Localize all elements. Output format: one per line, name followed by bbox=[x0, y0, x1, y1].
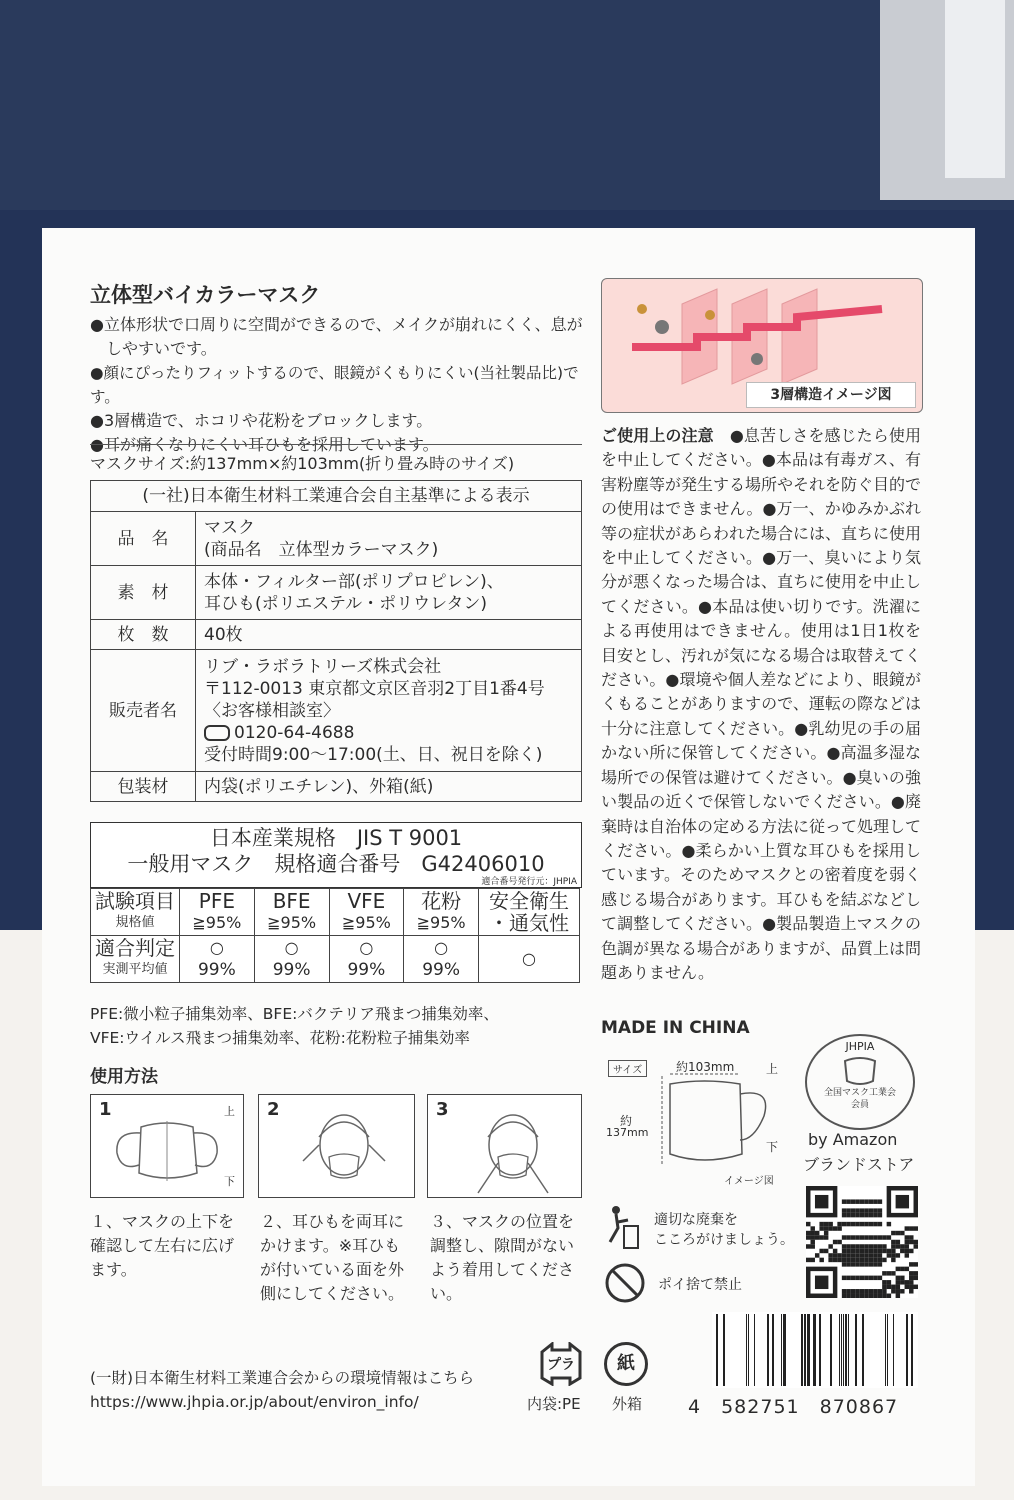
qr-code[interactable] bbox=[806, 1186, 918, 1298]
test-cell bbox=[479, 936, 580, 983]
jis-box bbox=[90, 822, 582, 888]
seal-top: JHPIA bbox=[845, 1040, 875, 1053]
test-label: 試験項目 bbox=[95, 889, 175, 913]
spec-value: 40枚 bbox=[196, 620, 582, 650]
step-3-illustration bbox=[427, 1094, 582, 1198]
test-item-value: 99% bbox=[422, 960, 461, 980]
test-item-name: BFE bbox=[272, 889, 311, 913]
test-cell bbox=[329, 889, 404, 936]
spec-label: 包装材 bbox=[91, 772, 196, 802]
test-item-std: ≧95% bbox=[341, 913, 391, 932]
pla-recycle-icon bbox=[536, 1342, 586, 1386]
test-cell bbox=[404, 936, 479, 983]
feature-item: ●顔にぴったりフィットするので、眼鏡がくもりにくい(当社製品比)です。 bbox=[90, 364, 579, 406]
diagram-width: 約103mm bbox=[676, 1060, 735, 1074]
pass-mark: ○ bbox=[209, 938, 224, 957]
diagram-top: 上 bbox=[766, 1062, 779, 1076]
spec-line: 受付時間9:00～17:00(土、日、祝日を除く) bbox=[204, 744, 543, 765]
diagram-height-value: 137mm bbox=[606, 1126, 649, 1139]
spec-table bbox=[90, 480, 582, 802]
test-cell bbox=[404, 889, 479, 936]
feature-item: ●立体形状で口周りに空間ができるので、メイクが崩れにくく、息がしやすいです。 bbox=[90, 315, 583, 358]
caution-title: ご使用上の注意 bbox=[601, 426, 714, 445]
environment-text: (一財)日本衛生材料工業連合会からの環境情報はこちら bbox=[90, 1369, 475, 1387]
test-item-value: 99% bbox=[197, 960, 236, 980]
seal-line: 全国マスク工業会 bbox=[823, 1088, 896, 1098]
environment-info bbox=[90, 1366, 474, 1414]
test-table bbox=[90, 888, 580, 983]
freedial-icon bbox=[204, 725, 230, 741]
brand-line: ブランドストア bbox=[803, 1155, 915, 1174]
diagram-caption: イメージ図 bbox=[724, 1176, 774, 1187]
mask-side-view-icon bbox=[604, 1054, 789, 1184]
mask-icon bbox=[111, 1119, 223, 1185]
test-cell bbox=[254, 889, 329, 936]
jis-line: 一般用マスク 規格適合番号 G42406010 bbox=[127, 852, 545, 876]
test-sub: 実測平均値 bbox=[102, 962, 168, 977]
size-diagram bbox=[604, 1054, 789, 1187]
barcode bbox=[712, 1312, 918, 1388]
spec-value: 内袋(ポリエチレン)、外箱(紙) bbox=[196, 772, 582, 802]
test-label: 適合判定 bbox=[95, 936, 175, 960]
disposal-text bbox=[654, 1210, 794, 1250]
feature-item: ●耳が痛くなりにくい耳ひもを採用しています。 bbox=[90, 435, 439, 454]
step-number: 1 bbox=[99, 1099, 112, 1120]
no-litter-icon bbox=[604, 1262, 646, 1304]
seal-line: 会員 bbox=[850, 1100, 869, 1110]
brand-line: by Amazon bbox=[808, 1130, 898, 1149]
step-text: ２、耳ひもを両耳にかけます。※耳ひもが付いている面を外側にしてください。 bbox=[260, 1212, 405, 1303]
test-item-name: PFE bbox=[198, 889, 235, 913]
test-cell bbox=[254, 936, 329, 983]
caution-body: ●息苦しさを感じたら使用を中止してください。●本品は有毒ガス、有害粉塵等が発生する場所やそれを防ぐ目的での使用はできません。●万一、かゆみかぶれ等の症状があらわれた場合には、直ちに使用を中止してください。●万一、臭いにより気分が悪くなった場合は、直ちに使用を中止してください。●本品は使い切りです。洗濯による再使用はできません。使用は1日1枚を目安とし、汚れが気になる場合は取替えてください。●環境や個人差などにより、眼鏡がくもることがありますので、運転の際などは十分に注意してください。●乳幼児の手の届かない所に保管してください。●高温多湿な場所での保管は避けてください。●臭いの強い製品の近くで保管しないでください。●廃棄時は自治体の定める方法に従って処理してください。●柔らかい上質な耳ひもを採用しています。そのためマスクとの密着度を弱く感じる場合があります。耳ひもを結ぶなどして調整してください。●製品製造上マスクの色調が異なる場合がありますが、品質上は問題ありません。 bbox=[601, 426, 922, 982]
test-item-name: ・通気性 bbox=[489, 911, 569, 935]
spec-line: 〒112-0013 東京都文京区音羽2丁目1番4号 bbox=[204, 678, 545, 699]
abbreviations bbox=[90, 1002, 499, 1050]
spec-value bbox=[196, 650, 582, 772]
step-top-label: 上 bbox=[224, 1105, 235, 1118]
layer-structure-image bbox=[601, 278, 923, 413]
test-item-value: 99% bbox=[347, 960, 386, 980]
step-2-illustration bbox=[258, 1094, 415, 1198]
box-flap-inner bbox=[945, 0, 1005, 178]
spec-label: 枚 数 bbox=[91, 620, 196, 650]
abbrev-line: VFE:ウイルス飛まつ捕集効率、花粉:花粉粒子捕集効率 bbox=[90, 1029, 470, 1047]
spec-line: リブ・ラボラトリーズ株式会社 bbox=[204, 656, 442, 677]
caution-text bbox=[601, 424, 921, 985]
jis-line: 日本産業規格 JIS T 9001 bbox=[209, 826, 463, 850]
phone-line bbox=[204, 722, 573, 744]
spec-line: 本体・フィルター部(ポリプロピレン)、 bbox=[204, 571, 504, 592]
box-top-band bbox=[0, 0, 1014, 210]
test-item-name: 花粉 bbox=[421, 889, 462, 913]
feature-item: ●3層構造で、ホコリや花粉をブロックします。 bbox=[90, 411, 433, 430]
diagram-height: 約 bbox=[620, 1114, 633, 1128]
paper-recycle-icon bbox=[604, 1342, 648, 1386]
test-item-value: 99% bbox=[272, 960, 311, 980]
spec-line: マスク bbox=[204, 517, 255, 538]
abbrev-line: PFE:微小粒子捕集効率、BFE:バクテリア飛まつ捕集効率、 bbox=[90, 1005, 499, 1023]
pass-mark: ○ bbox=[434, 938, 449, 957]
test-cell bbox=[180, 889, 255, 936]
divider bbox=[90, 444, 582, 445]
mask-size: マスクサイズ:約137mm×約103mm(折り畳み時のサイズ) bbox=[90, 454, 515, 473]
spec-label: 品 名 bbox=[91, 512, 196, 566]
spec-line: 〈お客様相談室〉 bbox=[204, 700, 340, 721]
step-text: １、マスクの上下を確認して左右に広げます。 bbox=[90, 1212, 235, 1279]
qr-pattern bbox=[806, 1186, 918, 1298]
jis-issuer: 適合番号発行元：JHPIA bbox=[481, 877, 577, 887]
disposal-line: 適切な廃棄を bbox=[654, 1212, 738, 1228]
size-tag: サイズ bbox=[608, 1060, 647, 1077]
test-item-std: ≧95% bbox=[192, 913, 242, 932]
paper-caption: 外箱 bbox=[612, 1395, 643, 1413]
test-cell bbox=[479, 889, 580, 936]
disposal-line: こころがけましょう。 bbox=[654, 1232, 794, 1248]
barcode-bars bbox=[712, 1312, 918, 1388]
spec-label: 販売者名 bbox=[91, 650, 196, 772]
feature-list bbox=[90, 313, 586, 457]
product-title: 立体型バイカラーマスク bbox=[90, 283, 321, 307]
test-cell bbox=[329, 936, 404, 983]
origin-label: MADE IN CHINA bbox=[601, 1018, 750, 1038]
trash-disposal-icon bbox=[604, 1204, 640, 1250]
test-item-name: VFE bbox=[347, 889, 386, 913]
test-sub: 規格値 bbox=[115, 915, 155, 930]
person-wearing-mask-icon bbox=[289, 1101, 399, 1195]
pla-caption: 内袋:PE bbox=[527, 1395, 581, 1413]
pass-mark: ○ bbox=[359, 938, 374, 957]
phone-number: 0120-64-4688 bbox=[234, 722, 355, 743]
paper-label: 紙 bbox=[617, 1353, 635, 1374]
diagram-bottom: 下 bbox=[766, 1140, 779, 1154]
step-number: 2 bbox=[267, 1099, 280, 1120]
test-item-std: ≧95% bbox=[267, 913, 317, 932]
step-number: 3 bbox=[436, 1099, 449, 1120]
spec-label: 素 材 bbox=[91, 566, 196, 620]
pass-mark: ○ bbox=[284, 938, 299, 957]
spec-line: 耳ひも(ポリエステル・ポリウレタン) bbox=[204, 593, 488, 614]
step-1-illustration bbox=[90, 1094, 244, 1198]
person-adjusting-mask-icon bbox=[458, 1101, 568, 1195]
test-item-name: 安全衛生 bbox=[489, 889, 569, 913]
environment-url: https://www.jhpia.or.jp/about/environ_info/ bbox=[90, 1393, 419, 1411]
test-header bbox=[91, 889, 180, 936]
layer-caption: 3層構造イメージ図 bbox=[746, 382, 916, 408]
usage-title: 使用方法 bbox=[90, 1067, 158, 1087]
test-item-std: ≧95% bbox=[416, 913, 466, 932]
mask-mark-icon bbox=[807, 1053, 913, 1087]
spec-line: (商品名 立体型カラーマスク) bbox=[204, 539, 439, 560]
spec-value bbox=[196, 512, 582, 566]
pla-label: プラ bbox=[547, 1357, 575, 1373]
spec-header: (一社)日本衛生材料工業連合会自主基準による表示 bbox=[91, 481, 582, 512]
no-litter-text: ポイ捨て禁止 bbox=[658, 1277, 742, 1293]
test-header bbox=[91, 936, 180, 983]
barcode-number: 4 582751 870867 bbox=[688, 1396, 899, 1418]
test-cell bbox=[180, 936, 255, 983]
jhpia-seal bbox=[805, 1034, 915, 1130]
three-layer-icon bbox=[602, 279, 922, 389]
pass-mark: ○ bbox=[522, 949, 536, 968]
spec-value bbox=[196, 566, 582, 620]
step-bottom-label: 下 bbox=[224, 1175, 235, 1188]
step-text: ３、マスクの位置を調整し、隙間がないよう着用してください。 bbox=[430, 1212, 575, 1303]
